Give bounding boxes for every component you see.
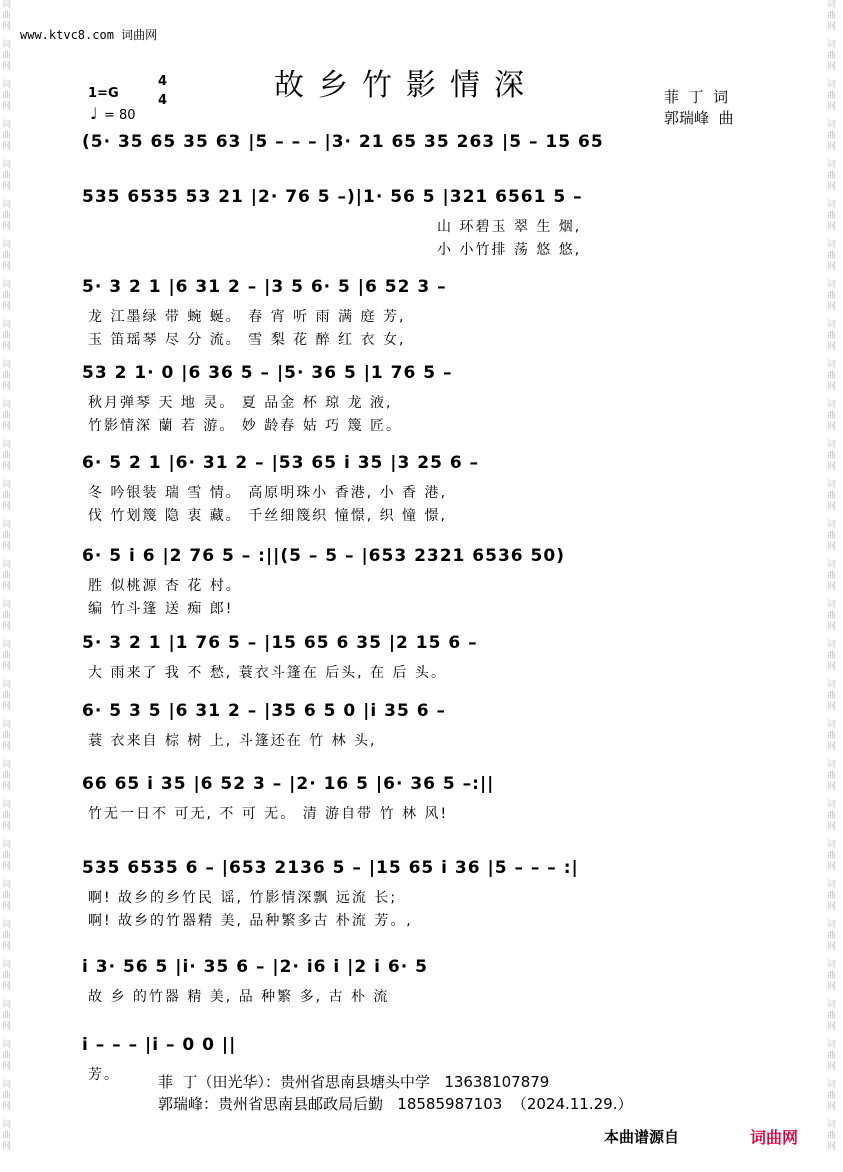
watermark-text: 词 曲 网	[2, 840, 12, 872]
notation-line: 6· 5 3 5 |6 31 2 – |35 6 5 0 |i 35 6 –	[82, 701, 446, 721]
notation-line: 5· 3 2 1 |1 76 5 – |15 65 6 35 |2 15 6 –	[82, 633, 478, 653]
lyric-verse-1: 山 环碧玉 翠 生 烟,	[437, 219, 582, 235]
note-icon: ♩	[90, 104, 98, 123]
watermark-text: 词 曲 网	[2, 800, 12, 832]
watermark-text: 词 曲 网	[827, 720, 837, 752]
lyric-verse-1: 蓑 衣来自 棕 树 上, 斗篷还在 竹 林 头,	[88, 733, 377, 749]
lyric-verse-1: 芳。	[88, 1067, 120, 1083]
notation-line: (5· 35 65 35 63 |5 – – – |3· 21 65 35 263 |5 – 15 65	[82, 132, 604, 152]
watermark-text: 词 曲 网	[2, 80, 12, 112]
watermark-text: 词 曲 网	[827, 880, 837, 912]
watermark-text: 词 曲 网	[827, 40, 837, 72]
notation-line: 535 6535 6 – |653 2136 5 – |15 65 i 36 |5 – – – :|	[82, 858, 579, 878]
watermark-text: 词 曲 网	[827, 80, 837, 112]
time-signature-top: 4	[158, 74, 168, 89]
lyric-verse-2: 玉 笛瑶琴 尽 分 流。 雪 梨 花 醉 红 衣 女,	[88, 332, 406, 348]
lyric-verse-2: 啊! 故乡的竹器精 美, 品种繁多古 朴流 芳。,	[88, 913, 413, 929]
lyric-verse-2: 伐 竹划篾 隐 衷 藏。 千丝细篾织 憧憬, 织 憧 憬,	[88, 508, 447, 524]
page-title: 故乡竹影情深	[274, 68, 538, 103]
watermark-text: 词 曲 网	[827, 1000, 837, 1032]
watermark-text: 词 曲 网	[827, 640, 837, 672]
watermark-text: 词 曲 网	[2, 320, 12, 352]
watermark-text: 词 曲 网	[2, 240, 12, 272]
lyric-verse-1: 秋月弹琴 天 地 灵。 夏 品金 杯 琼 龙 液,	[88, 395, 393, 411]
watermark-text: 词 曲 网	[2, 560, 12, 592]
source-label: 本曲谱源自	[604, 1128, 680, 1146]
watermark-text: 词 曲 网	[2, 1080, 12, 1112]
composer-contact: 郭瑞峰：贵州省思南县邮政局后勤 18585987103 （2024.11.29.）	[158, 1095, 633, 1113]
notation-line: 5· 3 2 1 |6 31 2 – |3 5 6· 5 |6 52 3 –	[82, 277, 447, 297]
watermark-text: 词 曲 网	[827, 320, 837, 352]
notation-line: 6· 5 i 6 |2 76 5 – :||(5 – 5 – |653 2321 6536 50)	[82, 546, 565, 566]
site-url[interactable]: www.ktvc8.com 词曲网	[20, 28, 158, 42]
notation-line: 66 65 i 35 |6 52 3 – |2· 16 5 |6· 36 5 –:||	[82, 774, 495, 794]
watermark-text: 词 曲 网	[2, 440, 12, 472]
watermark-text: 词 曲 网	[2, 360, 12, 392]
watermark-text: 词 曲 网	[2, 720, 12, 752]
watermark-text: 词 曲 网	[2, 920, 12, 952]
watermark-text: 词 曲 网	[827, 200, 837, 232]
watermark-text: 词 曲 网	[827, 1120, 837, 1152]
watermark-text: 词 曲 网	[2, 480, 12, 512]
watermark-text: 词 曲 网	[2, 1120, 12, 1152]
lyric-verse-1: 大 雨来了 我 不 愁, 蓑衣斗篷在 后头, 在 后 头。	[88, 665, 447, 681]
lyricist-credit: 菲 丁 词	[664, 88, 729, 106]
time-signature-bottom: 4	[158, 93, 168, 108]
watermark-text: 词 曲 网	[827, 0, 837, 32]
watermark-text: 词 曲 网	[827, 560, 837, 592]
watermark-text: 词 曲 网	[827, 840, 837, 872]
watermark-text: 词 曲 网	[2, 0, 12, 32]
watermark-text: 词 曲 网	[2, 200, 12, 232]
watermark-text: 词 曲 网	[827, 400, 837, 432]
lyric-verse-1: 竹无一日不 可无, 不 可 无。 清 游自带 竹 林 风!	[88, 806, 449, 822]
composer-credit: 郭瑞峰 曲	[664, 109, 734, 127]
watermark-text: 词 曲 网	[2, 1040, 12, 1072]
watermark-text: 词 曲 网	[2, 600, 12, 632]
watermark-text: 词 曲 网	[827, 1040, 837, 1072]
watermark-text: 词 曲 网	[827, 280, 837, 312]
left-watermark-strip	[2, 0, 16, 1172]
watermark-text: 词 曲 网	[827, 480, 837, 512]
brand-link[interactable]: 词曲网	[750, 1128, 799, 1147]
lyricist-contact: 菲 丁（田光华）：贵州省思南县塘头中学 13638107879	[158, 1073, 550, 1091]
lyric-verse-2: 编 竹斗篷 送 痴 郎!	[88, 601, 234, 617]
lyric-verse-2: 竹影情深 蘭 若 游。 妙 龄春 姑 巧 篾 匠。	[88, 418, 403, 434]
watermark-text: 词 曲 网	[827, 520, 837, 552]
notation-line: i – – – |i – 0 0 ||	[82, 1035, 237, 1055]
watermark-text: 词 曲 网	[2, 880, 12, 912]
watermark-text: 词 曲 网	[2, 520, 12, 552]
right-watermark-strip	[827, 0, 841, 1172]
notation-line: 535 6535 53 21 |2· 76 5 –)|1· 56 5 |321 6561 5 –	[82, 187, 583, 207]
notation-line: 6· 5 2 1 |6· 31 2 – |53 65 i 35 |3 25 6 –	[82, 453, 480, 473]
lyric-verse-1: 胜 似桃源 杏 花 村。	[88, 578, 242, 594]
lyric-verse-1: 啊! 故乡的乡竹民 谣, 竹影情深飘 远流 长;	[88, 890, 398, 906]
watermark-text: 词 曲 网	[2, 640, 12, 672]
watermark-text: 词 曲 网	[2, 960, 12, 992]
watermark-text: 词 曲 网	[2, 120, 12, 152]
watermark-text: 词 曲 网	[827, 920, 837, 952]
watermark-text: 词 曲 网	[2, 40, 12, 72]
watermark-text: 词 曲 网	[2, 280, 12, 312]
lyric-verse-1: 故 乡 的竹器 精 美, 品 种繁 多, 古 朴 流	[88, 989, 390, 1005]
tempo-marking: = 80	[104, 108, 136, 123]
watermark-text: 词 曲 网	[827, 760, 837, 792]
watermark-text: 词 曲 网	[2, 680, 12, 712]
watermark-text: 词 曲 网	[827, 160, 837, 192]
key-signature: 1=G	[88, 86, 119, 101]
watermark-text: 词 曲 网	[827, 240, 837, 272]
notation-line: 53 2 1· 0 |6 36 5 – |5· 36 5 |1 76 5 –	[82, 363, 453, 383]
watermark-text: 词 曲 网	[827, 440, 837, 472]
watermark-text: 词 曲 网	[2, 160, 12, 192]
watermark-text: 词 曲 网	[827, 1080, 837, 1112]
watermark-text: 词 曲 网	[827, 960, 837, 992]
lyric-verse-2: 小 小竹排 荡 悠 悠,	[437, 242, 582, 258]
watermark-text: 词 曲 网	[827, 120, 837, 152]
notation-line: i 3· 56 5 |i· 35 6 – |2· i6 i |2 i 6· 5	[82, 957, 428, 977]
watermark-text: 词 曲 网	[2, 1000, 12, 1032]
watermark-text: 词 曲 网	[2, 760, 12, 792]
lyric-verse-1: 冬 吟银装 瑞 雪 情。 高原明珠小 香港, 小 香 港,	[88, 485, 447, 501]
watermark-text: 词 曲 网	[2, 400, 12, 432]
watermark-text: 词 曲 网	[827, 800, 837, 832]
lyric-verse-1: 龙 江墨绿 带 蜿 蜒。 春 宵 听 雨 满 庭 芳,	[88, 309, 406, 325]
watermark-text: 词 曲 网	[827, 680, 837, 712]
watermark-text: 词 曲 网	[827, 360, 837, 392]
watermark-text: 词 曲 网	[827, 600, 837, 632]
